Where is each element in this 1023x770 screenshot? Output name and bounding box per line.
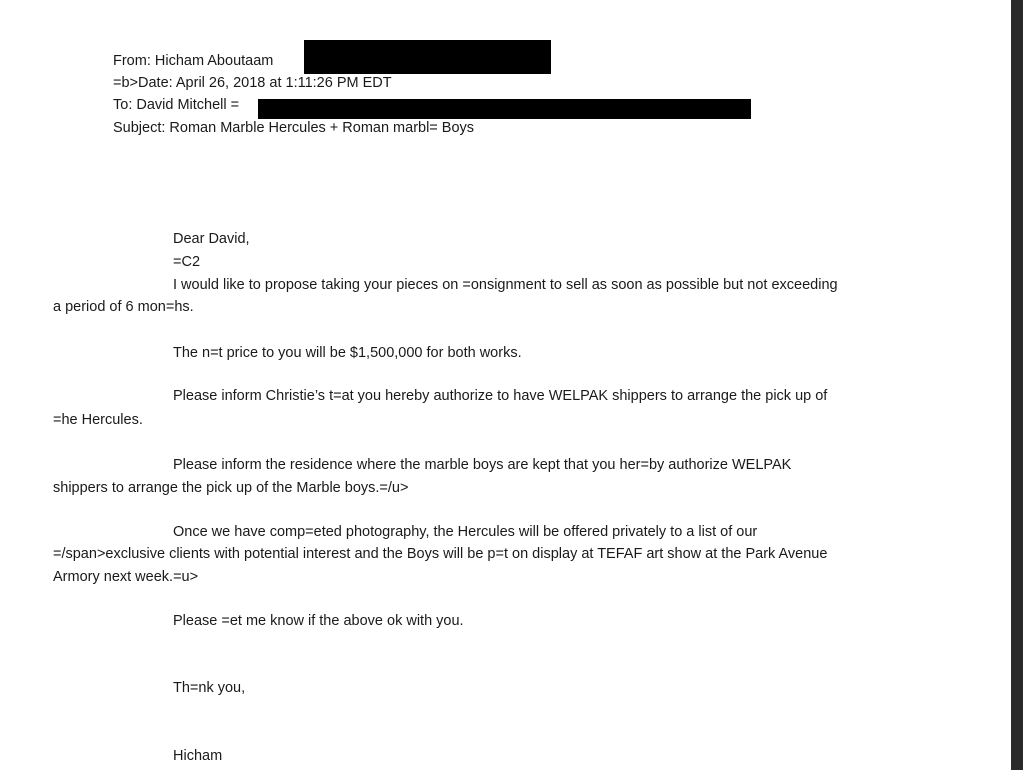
date-line: =b>Date: April 26, 2018 at 1:11:26 PM EDT (113, 75, 392, 91)
from-line: From: Hicham Aboutaam (113, 53, 274, 69)
signature: Hicham (173, 748, 223, 764)
paragraph-1-line-1: I would like to propose taking your pieces on =onsignment to sell as soon as possible but not exceeding (173, 277, 838, 293)
paragraph-3-line-2: =he Hercules. (53, 412, 143, 428)
paragraph-6: Please =et me know if the above ok with you. (173, 613, 464, 629)
paragraph-3-line-1: Please inform Christie’s t=at you hereby authorize to have WELPAK shippers to arrange the pick up of (173, 388, 828, 404)
salutation: Dear David, (173, 231, 250, 247)
paragraph-4-line-1: Please inform the residence where the marble boys are kept that you her=by authorize WELPAK (173, 457, 792, 473)
subject-line: Subject: Roman Marble Hercules + Roman marbl= Boys (113, 120, 475, 136)
redaction-box-to (258, 99, 751, 119)
encoding-artifact: =C2 (173, 254, 201, 270)
redaction-box-from (304, 40, 551, 74)
paragraph-5-line-3: Armory next week.=u> (53, 569, 199, 585)
paragraph-5-line-2: =/span>exclusive clients with potential interest and the Boys will be p=t on display at TEFAF art show at the Park Avenue (53, 546, 828, 562)
viewer-right-edge (1011, 0, 1023, 770)
paragraph-2: The n=t price to you will be $1,500,000 for both works. (173, 345, 522, 361)
to-line: To: David Mitchell = (113, 97, 240, 113)
closing: Th=nk you, (173, 680, 246, 696)
paragraph-5-line-1: Once we have comp=eted photography, the Hercules will be offered privately to a list of our (173, 524, 758, 540)
paragraph-4-line-2: shippers to arrange the pick up of the Marble boys.=/u> (53, 480, 409, 496)
paragraph-1-line-2: a period of 6 mon=hs. (53, 299, 194, 315)
